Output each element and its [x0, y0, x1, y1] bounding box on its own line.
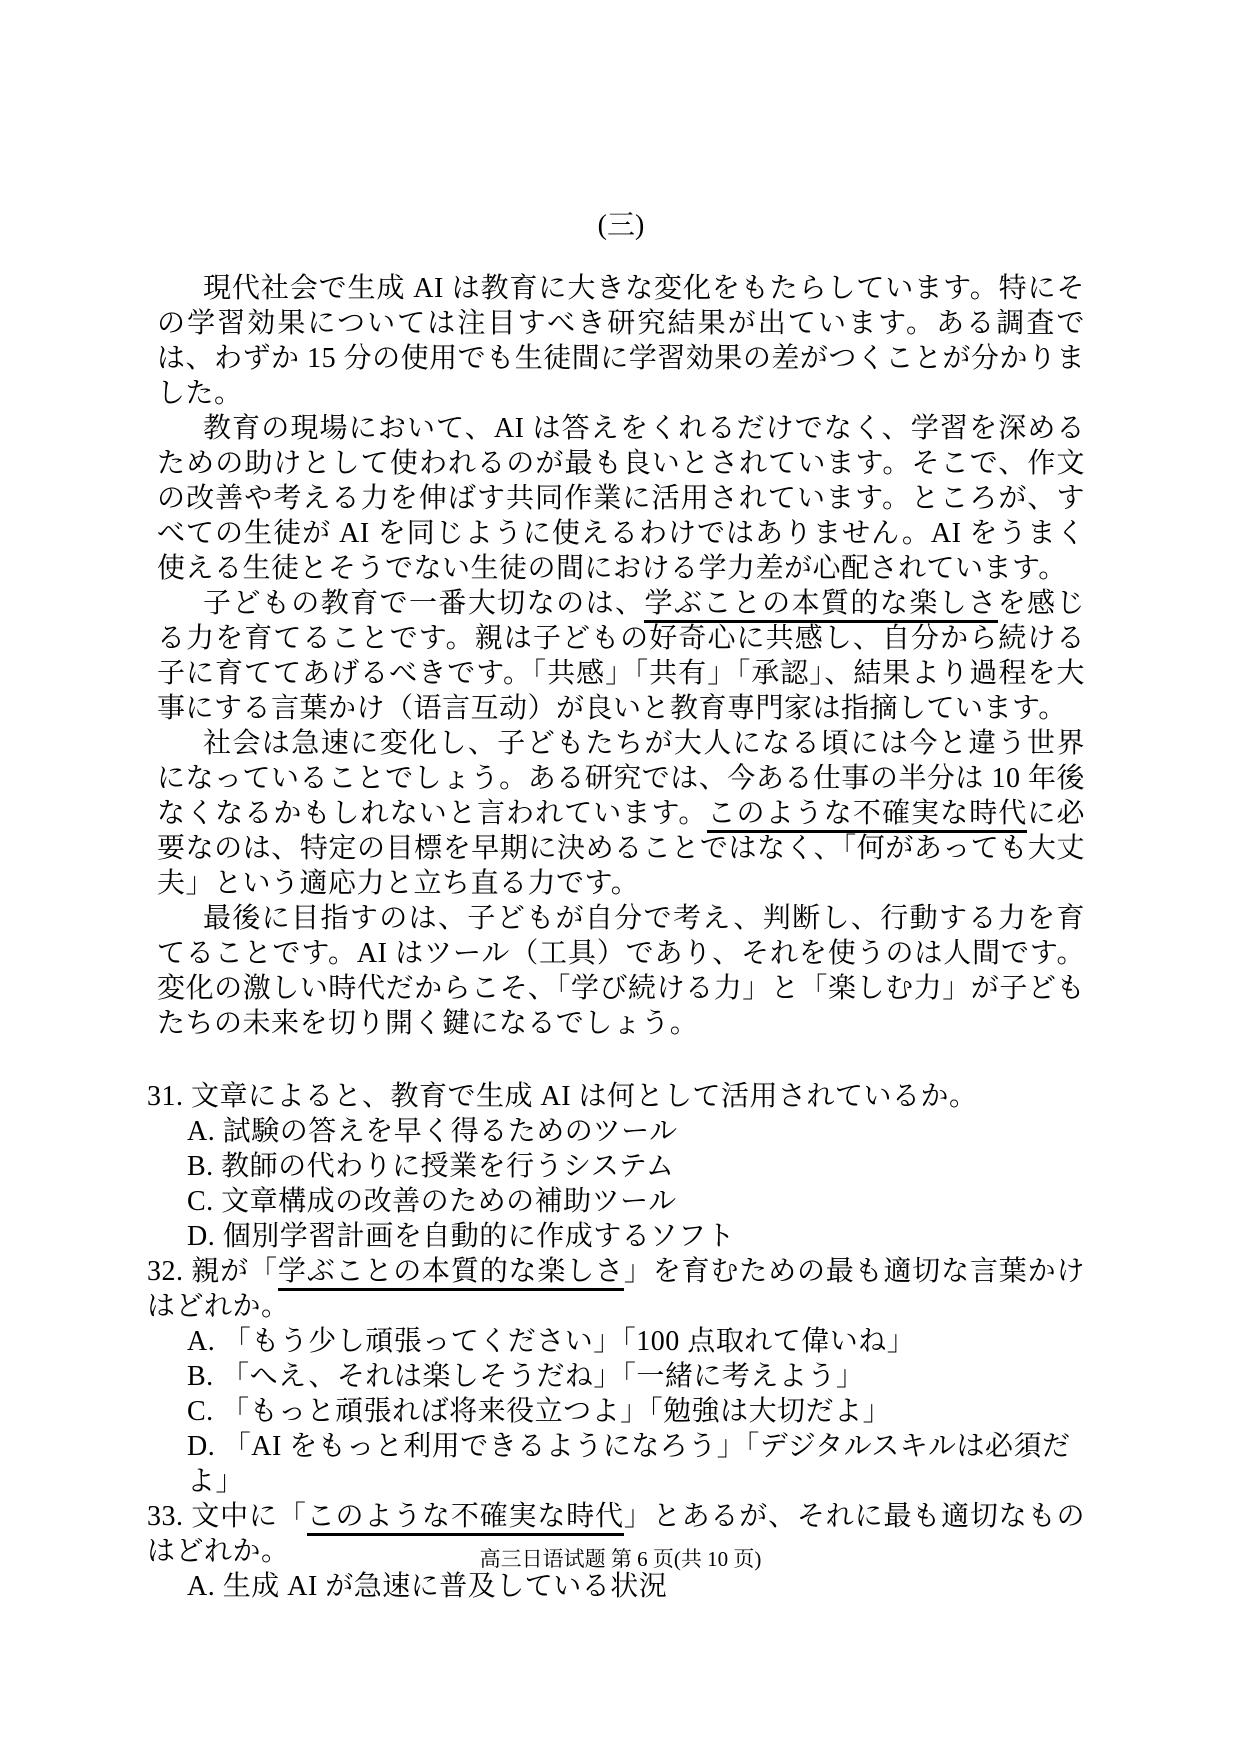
question-31-option-c: C. 文章構成の改善のための補助ツール — [187, 1186, 677, 1217]
passage-paragraph-4 — [157, 726, 1085, 901]
passage-text: を感じる力を育てることです。親は子どもの好奇心に共感し、自分から続ける子に育ててあげるべきです。「共感」「共有」「承認」、結果より過程を大事にする言葉かけ（语言互动）が良いと教育専門家は指摘しています。 — [157, 588, 1085, 724]
question-32 — [147, 1254, 1085, 1499]
stem-text: 31. 文章によると、教育で生成 AI は何として活用されているか。 — [147, 1081, 978, 1112]
passage-paragraph-1 — [157, 271, 1085, 411]
underlined-phrase-uncertain-era: このような不確実な時代 — [307, 1501, 624, 1536]
question-32-option-a: A. 「もう少し頑張ってください」「100 点取れて偉いね」 — [187, 1326, 916, 1357]
question-31-option-a: A. 試験の答えを早く得るためのツール — [187, 1116, 678, 1147]
question-32-option-c: C. 「もっと頑張れば将来役立つよ」「勉強は大切だよ」 — [187, 1396, 892, 1427]
question-32-stem — [147, 1254, 1085, 1324]
question-32-option-b: B. 「へえ、それは楽しそうだね」「一緒に考えよう」 — [187, 1361, 865, 1392]
question-31-option-b: B. 教師の代わりに授業を行うシステム — [187, 1151, 675, 1182]
passage-text: 子どもの教育で一番大切なのは、 — [203, 588, 645, 619]
question-33-option-a: A. 生成 AI が急速に普及している状況 — [187, 1571, 668, 1602]
page-footer: 高三日语试题 第 6 页(共 10 页) — [479, 1547, 762, 1571]
page-content — [147, 0, 1085, 1604]
question-31-option-d: D. 個別学習計画を自動的に作成するソフト — [187, 1221, 736, 1252]
passage-paragraph-5 — [157, 901, 1085, 1041]
question-31-stem — [147, 1079, 1085, 1114]
question-31 — [147, 1079, 1085, 1254]
questions-section — [147, 1079, 1085, 1604]
question-32-option-d: D. 「AI をもっと利用できるようになろう」「デジタルスキルは必須だよ」 — [187, 1431, 1071, 1497]
underlined-phrase-learning-joy: 学ぶことの本質的な楽しさ — [278, 1256, 624, 1291]
passage-paragraph-2 — [157, 411, 1085, 586]
stem-text: 」とあるが、それに最も適切なものはどれか。 — [147, 1501, 1085, 1567]
stem-text: 33. 文中に「 — [147, 1501, 307, 1532]
stem-text: 」を育むための最も適切な言葉かけはどれか。 — [147, 1256, 1085, 1322]
underlined-phrase-learning-joy: 学ぶことの本質的な楽しさ — [644, 588, 997, 623]
underlined-phrase-uncertain-era: このような不確実な時代 — [707, 798, 1027, 833]
passage-text: 社会は急速に変化し、子どもたちが大人になる頃には今と違う世界になっていることでしょう。ある研究では、今ある仕事の半分は 10 年後なくなるかもしれないと言われています。 — [157, 728, 1085, 829]
stem-text: 32. 親が「 — [147, 1256, 278, 1287]
passage-text: に必要なのは、特定の目標を早期に決めることではなく、「何があっても大丈夫」という適応力と立ち直る力です。 — [157, 798, 1085, 899]
passage-paragraph-3 — [157, 586, 1085, 726]
passage-text: 教育の現場において、AI は答えをくれるだけでなく、学習を深めるための助けとして使われるのが最も良いとされています。そこで、作文の改善や考える力を伸ばす共同作業に活用されています。ところが、すべての生徒が AI を同じように使えるわけではありません。AI をうまく使える生徒とそうでない生徒の間における学力差が心配されています。 — [157, 413, 1085, 584]
passage-text: 最後に目指すのは、子どもが自分で考え、判断し、行動する力を育てることです。AI はツール（工具）であり、それを使うのは人間です。変化の激しい時代だからこそ、「学び続ける力」と「楽しむ力」が子どもたちの未来を切り開く鍵になるでしょう。 — [157, 903, 1085, 1039]
section-title: (三) — [597, 210, 645, 241]
reading-passage — [157, 271, 1085, 1041]
passage-text: 現代社会で生成 AI は教育に大きな変化をもたらしています。特にその学習効果については注目すべき研究結果が出ています。ある調査では、わずか 15 分の使用でも生徒間に学習効果の差がつくことが分かりました。 — [157, 273, 1085, 409]
